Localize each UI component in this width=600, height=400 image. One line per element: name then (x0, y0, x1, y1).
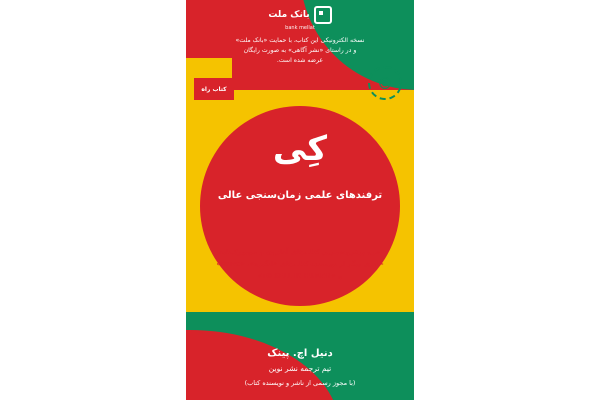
series-tag-badge (194, 78, 234, 100)
author-block (186, 348, 414, 387)
publisher-logo-row (186, 6, 414, 24)
publisher-name: بانک ملت (268, 10, 310, 20)
book-subtitle: ترفندهای علمی زمان‌سنجی عالی (217, 190, 383, 201)
publisher-logo-block (186, 6, 414, 31)
notice-line-1: نسخه الکترونیکی این کتاب، با حمایت «بانک ملت» (235, 37, 365, 44)
book-cover (186, 0, 414, 400)
publisher-name-latin: bank mellat (285, 25, 315, 31)
notice-line-3: عرضه شده است. (276, 57, 324, 65)
bank-mellat-logo-icon (314, 6, 332, 24)
author-name: دنیل اچ. پینک (267, 348, 333, 359)
list-item: - جزو پرفروش‌ترین کتاب‌های آمازون و نیویورک‌تایمز (214, 248, 386, 256)
license-note: (با مجوز رسمی از ناشر و نویسنده کتاب) (244, 379, 356, 387)
list-item: و «TO SELL IS HUMAN» (257, 272, 343, 281)
notice-line-2: و در راستای «نشر آگاهی» به صورت رایگان (243, 47, 357, 55)
copyright-stamp-icon: © (368, 66, 402, 100)
selling-points-list (202, 246, 398, 283)
book-title: کِی (272, 129, 328, 169)
free-distribution-notice (194, 36, 406, 67)
series-tag-label: کتاب راه (201, 85, 227, 93)
list-item: - اثری دیگر از نویسنده کتاب‌های «انگیزه»، «Drive» (216, 260, 384, 269)
translator-name: تیم ترجمه نشر نوین (268, 364, 332, 373)
